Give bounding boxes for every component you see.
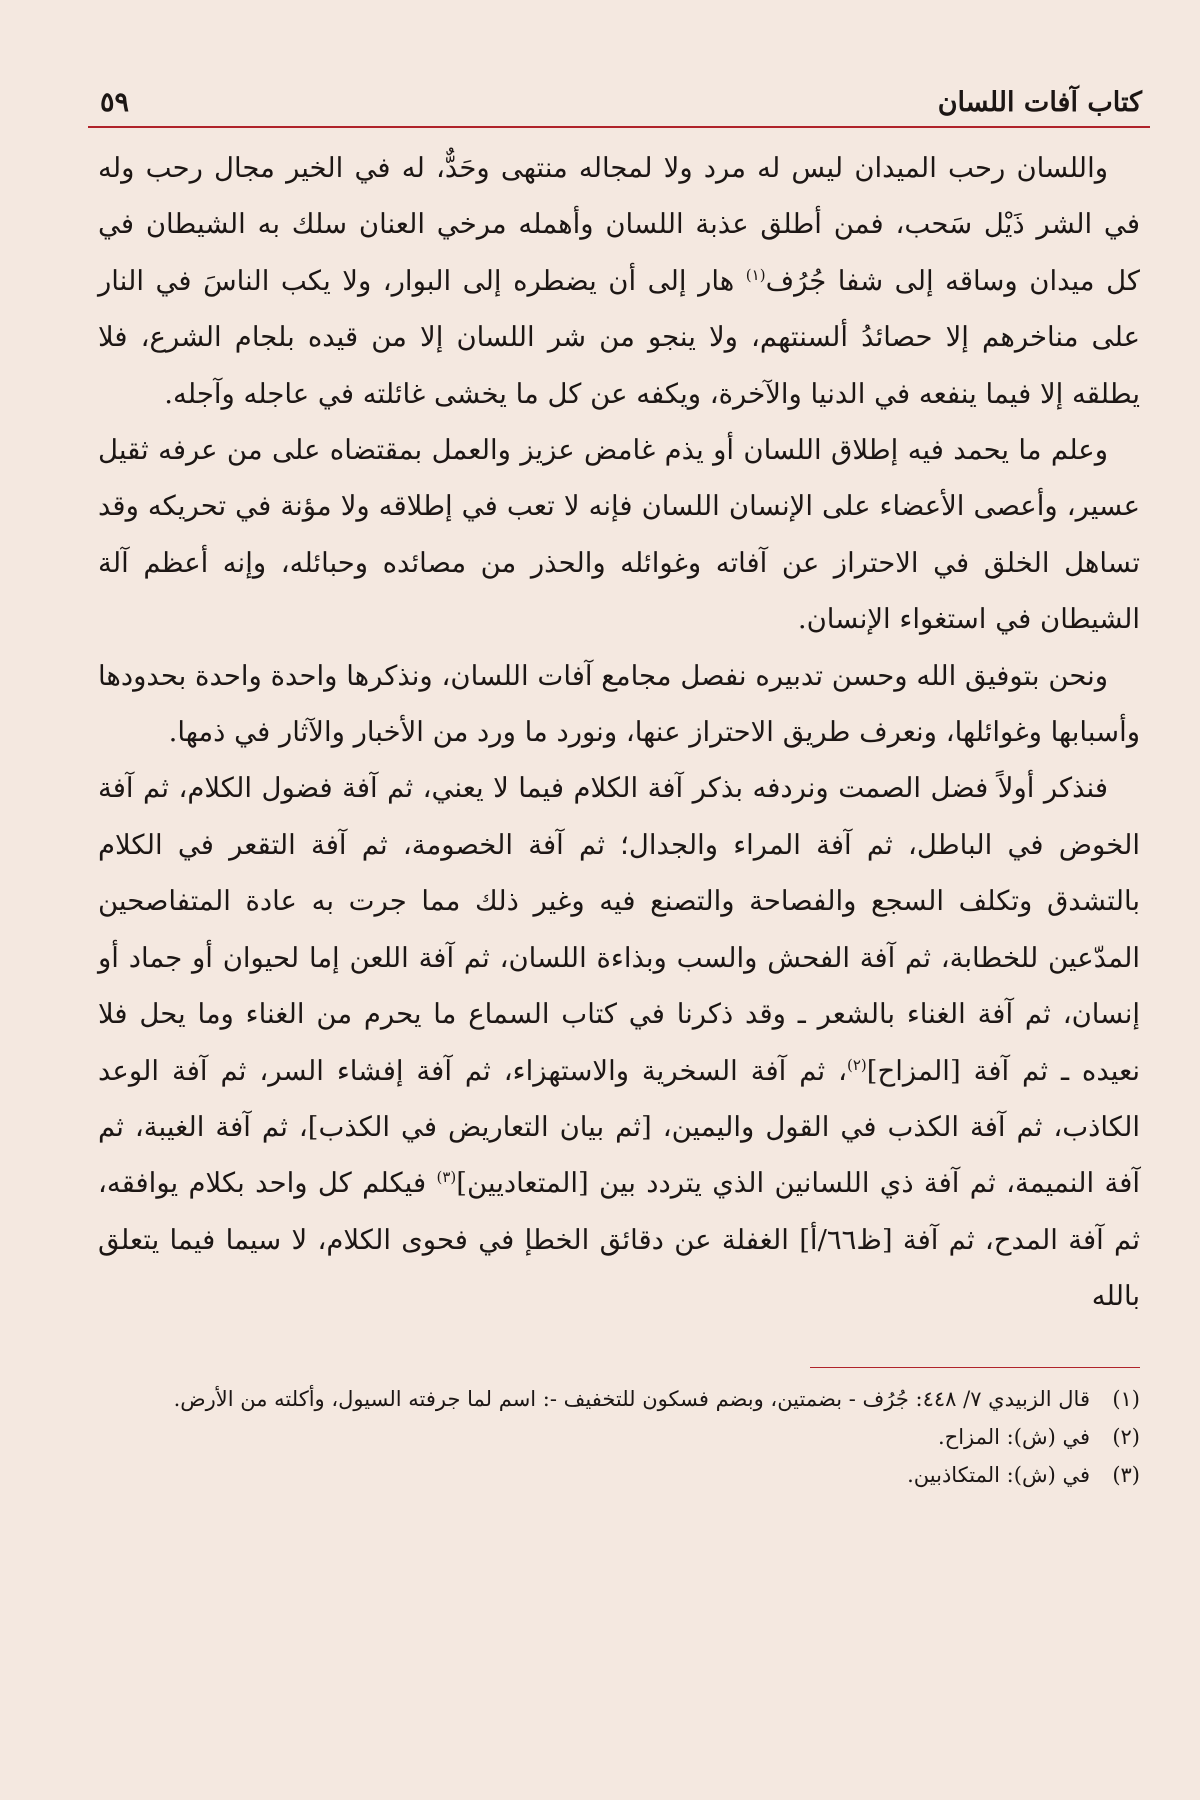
paragraph: ونحن بتوفيق الله وحسن تدبيره نفصل مجامع آفات اللسان، ونذكرها واحدة واحدة بحدودها وأسبابها وغوائلها، ونعرف طريق الاحتراز عنها، ونورد ما ورد من الأخبار والآثار في ذمها. <box>98 659 1140 749</box>
paragraph: وعلم ما يحمد فيه إطلاق اللسان أو يذم غامض عزيز والعمل بمقتضاه على من عرفه ثقيل عسير، وأعصى الأعضاء على الإنسان اللسان فإنه لا تعب في إطلاقه ولا مؤنة في تحريكه وقد تساهل الخلق في الاحتراز عن آفاته وغوائله والحذر من مصائده وحبائله، وإنه أعظم آلة الشيطان في استغواء الإنسان. <box>98 434 1140 636</box>
footnote-marker[interactable]: (٢) <box>846 1055 867 1074</box>
footnotes <box>88 1368 1150 1494</box>
page-header <box>88 82 1150 126</box>
footnote-item: (١) قال الزبيدي ٧/ ٤٤٨: جُرُف - بضمتين، وبضم فسكون للتخفيف -: اسم لما جرفته السيول، وأكلته من الأرض. <box>173 1387 1140 1412</box>
paragraph: فنذكر أولاً فضل الصمت ونردفه بذكر آفة الكلام فيما لا يعني، ثم آفة فضول الكلام، ثم آفة الخوض في الباطل، ثم آفة المراء والجدال؛ ثم آفة الخصومة، ثم آفة التقعر في الكلام بالتشدق وتكلف السجع والفصاحة والتصنع فيه وغير ذلك مما جرت به عادة المتفاصحين المدّعين للخطابة، ثم آفة الفحش والسب وبذاءة اللسان، ثم آفة اللعن إما لحيوان أو جماد أو إنسان، ثم آفة الغناء بالشعر ـ وقد ذكرنا في كتاب السماع ما يحرم من الغناء وما يحل فلا نعيده ـ ثم آفة [المزاح]$^{(٢)}$، ثم آفة السخرية والاستهزاء، ثم آفة إفشاء السر، ثم آفة الوعد الكاذب، ثم آفة الكذب في القول واليمين، [ثم بيان التعاريض في الكذب]، ثم آفة الغيبة، ثم آفة النميمة، ثم آفة ذي اللسانين الذي يتردد بين [المتعاديين]$^{(٣)}$ فيكلم كل واحد بكلام يوافقه، ثم آفة المدح، ثم آفة [ظ٦٦/أ] الغفلة عن دقائق الخطإ في فحوى الكلام، لا سيما فيما يتعلق بالله <box>98 772 1140 1313</box>
page-number: ٥٩ <box>100 87 130 118</box>
footnote-item: (٢) في (ش): المزاح. <box>937 1425 1140 1450</box>
paragraph: واللسان رحب الميدان ليس له مرد ولا لمجاله منتهى وحَدٌّ، له في الخير مجال رحب وله في الشر ذَيْل سَحب، فمن أطلق عذبة اللسان وأهمله مرخي العنان سلك به الشيطان في كل ميدان وساقه إلى شفا جُرُف$^{(١)}$ هار إلى أن يضطره إلى البوار، ولا يكب الناسَ في النار على مناخرهم إلا حصائدُ ألسنتهم، ولا ينجو من شر اللسان إلا من قيده بلجام الشرع، فلا يطلقه إلا فيما ينفعه في الدنيا والآخرة، ويكفه عن كل ما يخشى غائلته في عاجله وآجله. <box>98 152 1140 410</box>
footnote-marker[interactable]: (١) <box>745 265 766 284</box>
footnote-marker[interactable]: (٣) <box>436 1168 457 1187</box>
footnote-item: (٣) في (ش): المتكاذبين. <box>907 1463 1140 1488</box>
main-text <box>88 128 1150 1325</box>
running-title: كتاب آفات اللسان <box>937 87 1142 118</box>
